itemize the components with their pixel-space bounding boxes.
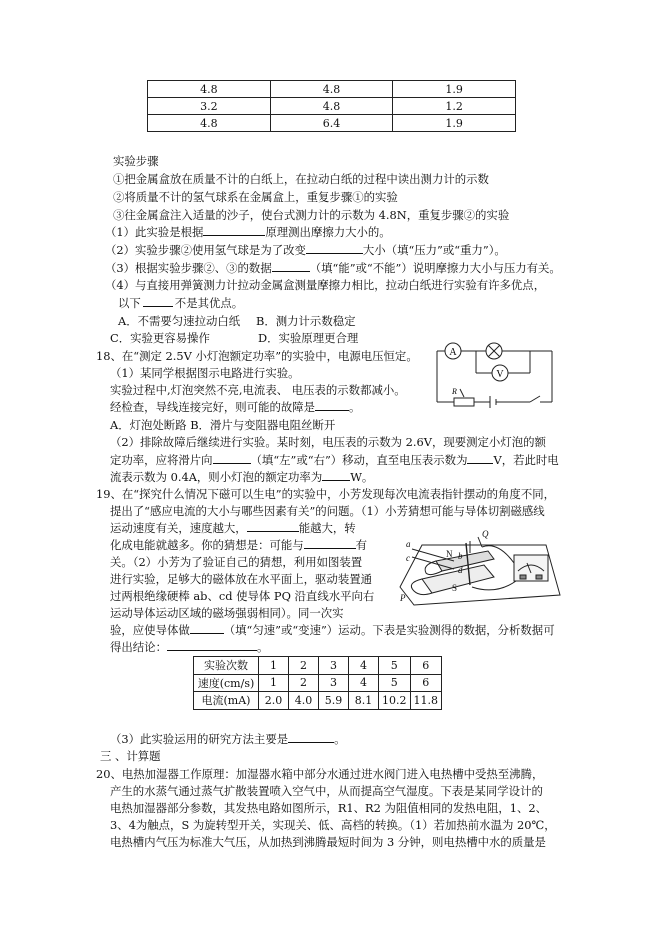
option-a: A．不需要匀速拉动白纸 (118, 314, 241, 328)
figure-label: N (446, 549, 453, 559)
question-19-guess (110, 520, 356, 536)
answer-blank[interactable] (143, 296, 173, 307)
step-2: ②将质量不计的氢气球系在金属盒上，重复步骤①的实验 (113, 190, 398, 204)
answer-blank[interactable] (467, 453, 493, 464)
question-17-2 (105, 242, 506, 258)
table-cell: 2 (289, 657, 319, 675)
question-19: 19、在“探究什么情况下磁可以生电”的实验中，小芳发现每次电流表指针摆动的角度不同， (96, 487, 555, 501)
table-cell: 11.8 (410, 692, 442, 710)
table-cell: 1 (259, 657, 289, 675)
option-c: C．实验更容易操作 (110, 331, 210, 345)
table-cell: 1.2 (393, 98, 516, 115)
question-text: W。 (350, 470, 374, 484)
table-cell: 4 (349, 657, 379, 675)
question-18-options: A．灯泡处断路 B．滑片与变阻器电阻丝断开 (110, 418, 336, 432)
figure-label: c (406, 553, 410, 563)
answer-blank[interactable] (306, 243, 363, 254)
question-17-4: （4）与直接用弹簧测力计拉动金属盒测量摩擦力相比，拉动白纸进行实验有许多优点， (105, 278, 546, 292)
figure-label: P (400, 593, 406, 603)
question-text: 能越大，转 (298, 521, 356, 535)
question-text: 经检查，导线连接完好，则可能的故障是 (110, 400, 316, 414)
question-18-1-text: 实验过程中,灯泡突然不亮,电流表、 电压表的示数都减小。 (110, 383, 406, 397)
question-19-cont: 提出了“感应电流的大小与哪些因素有关”的问题。（1）小芳猜想可能与导体切割磁感线 (110, 504, 545, 518)
answer-blank[interactable] (213, 453, 251, 464)
question-18: 18、在“测定 2.5V 小灯泡额定功率”的实验中，电源电压恒定。 (96, 349, 418, 363)
table-cell: 电流(mA) (194, 692, 259, 710)
table-row (194, 674, 442, 692)
question-text: 运动速度有关，速度越大， (110, 521, 247, 535)
question-19-3 (110, 731, 346, 747)
table-cell: 1 (259, 674, 289, 692)
table-row (194, 657, 442, 675)
circuit-diagram (432, 340, 560, 412)
question-text: 流表示数为 0.4A，则小灯泡的额定功率为 (110, 470, 323, 484)
question-20-cont: 电热加湿器部分参数，其发热电路如图所示，R1、R2 为阻值相同的发热电阻，1、2、 (110, 801, 548, 815)
question-text: V，若此时电 (493, 453, 559, 467)
question-text: 。 (349, 400, 361, 414)
section-heading-calculation: 三 、计算题 (100, 749, 161, 763)
table-cell: 实验次数 (194, 657, 259, 675)
table-cell: 2 (289, 674, 319, 692)
answer-blank[interactable] (288, 732, 334, 743)
question-text: 得出结论： (110, 640, 167, 654)
question-text: （3）根据实验步骤②、③的数据 (105, 261, 272, 275)
question-17-3 (105, 260, 561, 276)
question-18-2: （2）排除故障后继续进行实验。某时刻，电压表的示数为 2.6V，现要测定小灯泡的额 (110, 435, 546, 449)
question-19-2-cont: 进行实验，足够大的磁体放在水平面上，驱动装置通 (110, 572, 372, 586)
question-text: 定功率，应将滑片向 (110, 453, 213, 467)
question-text: 验，应使导体做 (110, 623, 190, 637)
table-cell: 4.8 (270, 98, 393, 115)
table-cell: 6 (410, 657, 442, 675)
question-text: （1）此实验是根据 (105, 225, 204, 239)
question-18-1: （1）某同学根据图示电路进行实验。 (110, 366, 300, 380)
question-20-cont: 3、4为触点，S 为旋转型开关，实现关、低、高档的转换。（1）若加热前水温为 20℃， (110, 818, 556, 832)
table-cell: 3.2 (148, 98, 271, 115)
table-cell: 4 (349, 674, 379, 692)
figure-label: a (406, 539, 411, 549)
question-text: （3）此实验运用的研究方法主要是 (110, 732, 289, 746)
table-cell: 速度(cm/s) (194, 674, 259, 692)
question-20-cont: 产生的水蒸气通过蒸气扩散装置喷入空气中，从而提高空气湿度。下表是某同学设计的 (110, 784, 543, 798)
question-17-1 (105, 224, 391, 240)
ammeter-label: A (449, 347, 457, 358)
question-18-2-end (110, 469, 373, 485)
question-19-conclusion (110, 639, 268, 655)
answer-blank[interactable] (322, 470, 350, 481)
table-cell: 3 (319, 674, 349, 692)
answer-blank[interactable] (272, 261, 310, 272)
question-20: 20、电热加湿器工作原理：加湿器水箱中部分水通过进水阀门进入电热槽中受热至沸腾， (96, 767, 544, 781)
question-text: （填“能”或“不能”）说明摩擦力大小与压力有关。 (309, 261, 561, 275)
table-cell: 5 (379, 657, 411, 675)
question-19-2-cont: 运动导体运动区域的磁场强弱相同）。同一次实 (110, 606, 344, 620)
question-text: 原理测出摩擦力大小的。 (265, 225, 391, 239)
table-cell: 6 (410, 674, 442, 692)
steps-heading: 实验步骤 (113, 154, 159, 168)
option-b: B．测力计示数稳定 (256, 314, 356, 328)
question-text: （填“匀速”或“变速”）运动。下表是实验测得的数据，分析数据可 (223, 623, 555, 637)
question-text: 。 (334, 732, 346, 746)
table-cell: 6.4 (270, 115, 393, 132)
rheostat-slider (460, 389, 464, 397)
table-row (148, 81, 516, 98)
question-19-2-cont: 过两根绝缘硬棒 ab、cd 使导体 PQ 沿直线水平向右 (110, 589, 375, 603)
voltmeter-label: V (496, 369, 504, 380)
question-text: 化成电能就越多。你的猜想是：可能与 (110, 538, 304, 552)
table-cell: 1.9 (393, 81, 516, 98)
table-cell: 8.1 (349, 692, 379, 710)
question-text: 。 (256, 640, 269, 654)
option-d: D．实验原理更合理 (258, 331, 359, 345)
table-cell: 5.9 (319, 692, 349, 710)
question-17-4-cont (118, 295, 243, 311)
table-cell: 10.2 (379, 692, 411, 710)
data-table-induction (193, 656, 442, 710)
table-row (194, 692, 442, 710)
question-18-2-cont (110, 452, 559, 468)
table-cell: 4.0 (289, 692, 319, 710)
answer-blank[interactable] (315, 400, 349, 411)
figure-label: S (452, 583, 458, 593)
table-cell: 4.8 (270, 81, 393, 98)
question-text: 大小（填“压力”或“重力”）。 (362, 243, 506, 257)
table-cell: 2.0 (259, 692, 289, 710)
question-19-2: 关。（2）小芳为了验证自己的猜想，利用如图装置 (110, 555, 363, 569)
question-text: 不是其优点。 (174, 296, 244, 310)
rheostat-label: R (452, 387, 457, 396)
table-cell: 4.8 (148, 81, 271, 98)
rheostat-icon (454, 398, 474, 406)
step-1: ①把金属盒放在质量不计的白纸上，在拉动白纸的过程中读出测力计的示数 (113, 172, 489, 186)
figure-label: b (458, 551, 463, 561)
step-3: ③往金属盒注入适量的沙子，使台式测力计的示数为 4.8N，重复步骤②的实验 (113, 208, 510, 222)
table-cell: 4.8 (148, 115, 271, 132)
data-table-top (147, 80, 516, 132)
table-cell: 5 (379, 674, 411, 692)
question-20-cont: 电热槽内气压为标准大气压，从加热到沸腾最短时间为 3 分钟，则电热槽中水的质量是 (110, 835, 546, 849)
table-row (148, 98, 516, 115)
answer-blank[interactable] (247, 521, 299, 532)
answer-blank[interactable] (203, 225, 265, 236)
table-cell: 3 (319, 657, 349, 675)
question-18-1-fault (110, 399, 360, 415)
question-text: （2）实验步骤②使用氢气球是为了改变 (105, 243, 306, 257)
question-text: （填“左”或“右”）移动，直至电压表示数为 (250, 453, 468, 467)
figure-label: d (458, 565, 463, 575)
answer-blank[interactable] (167, 640, 257, 651)
figure-label: Q (482, 529, 489, 539)
induction-apparatus-figure (396, 525, 564, 611)
table-cell: 1.9 (393, 115, 516, 132)
table-row (148, 115, 516, 132)
question-text: 以下 (118, 296, 141, 310)
question-text: 有 (355, 538, 368, 552)
answer-blank[interactable] (304, 538, 356, 549)
question-19-2-motion (110, 622, 555, 638)
question-19-guess-cont (110, 537, 367, 553)
answer-blank[interactable] (190, 623, 224, 634)
